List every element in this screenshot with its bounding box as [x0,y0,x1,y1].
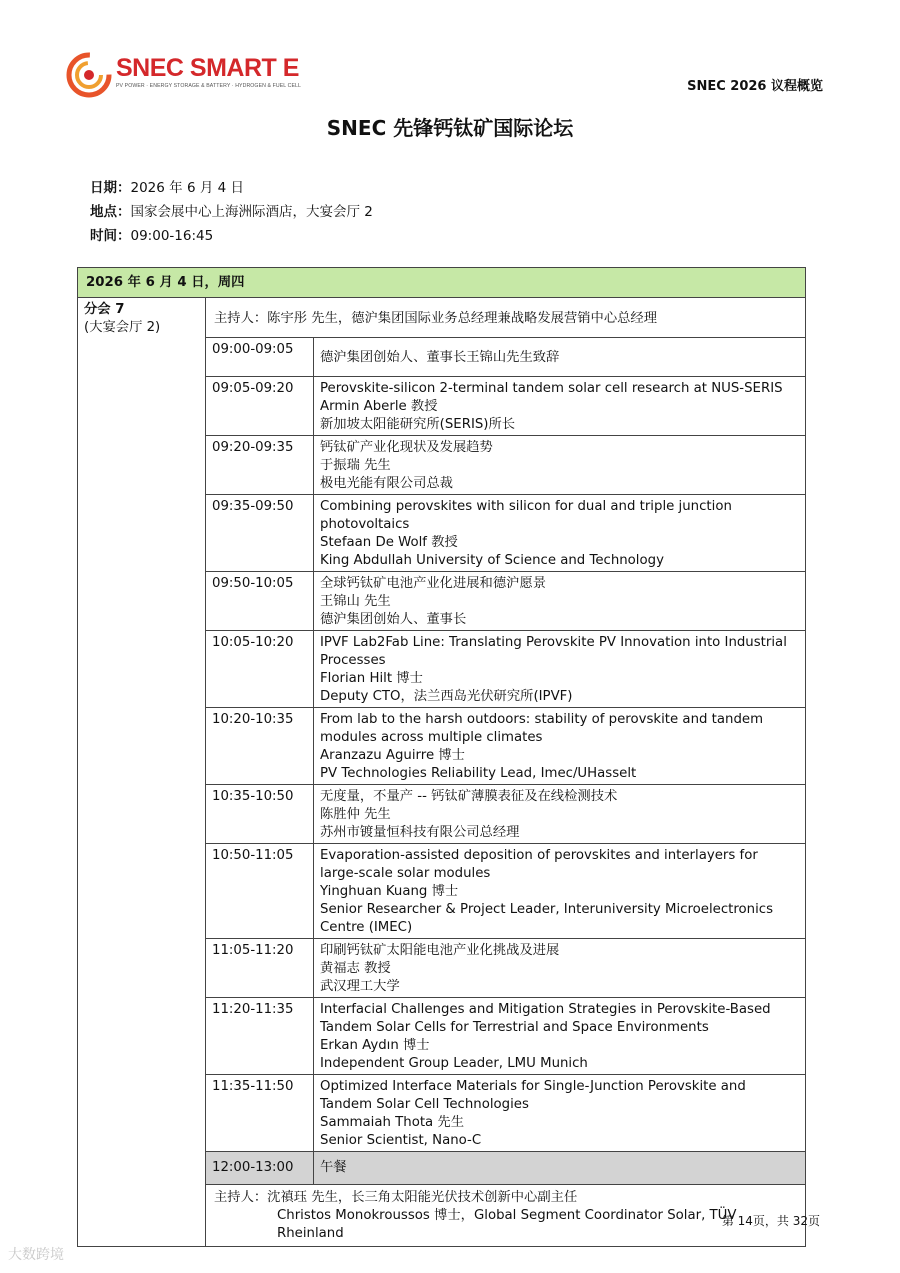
session-cell [78,298,206,1247]
slot-time: 09:50-10:05 [206,572,314,631]
slot-line: Evaporation-assisted deposition of perovskites and interlayers for large-scale solar modules [320,848,758,881]
schedule-row [206,1075,805,1152]
meta-date-label: 日期： [90,180,131,196]
slot-line: Yinghuan Kuang 博士 [320,884,459,899]
slot-time: 10:35-10:50 [206,785,314,844]
meta-time-label: 时间： [90,228,131,244]
schedule-row [206,631,805,708]
slot-line: 极电光能有限公司总裁 [320,476,453,491]
session-schedule [206,298,805,1246]
meta-time [90,224,373,248]
slot-time: 10:50-11:05 [206,844,314,939]
slot-time: 09:20-09:35 [206,436,314,495]
slot-line: 苏州市镀量恒科技有限公司总经理 [320,825,520,840]
event-meta [90,176,373,248]
slot-content [314,572,806,631]
slot-time: 11:35-11:50 [206,1075,314,1152]
slot-line: King Abdullah University of Science and Technology [320,553,664,568]
session-content [206,298,806,1247]
schedule-row [206,338,805,377]
slot-content [314,338,806,377]
logo-brand: SNEC SMART E [116,54,299,82]
lunch-row [206,1152,805,1185]
slot-line: Senior Scientist, Nano-C [320,1133,482,1148]
slot-line: Perovskite-silicon 2-terminal tandem solar cell research at NUS-SERIS [320,381,783,396]
meta-time-value: 09:00-16:45 [130,228,214,244]
lunch-time: 12:00-13:00 [206,1152,314,1185]
slot-line: Erkan Aydın 博士 [320,1038,430,1053]
schedule-row [206,436,805,495]
slot-line: Aranzazu Aguirre 博士 [320,748,465,763]
schedule-row [206,708,805,785]
host2-line: 主持人：沈禛珏 先生，长三角太阳能光伏技术创新中心副主任 [214,1190,578,1205]
slot-line: Interfacial Challenges and Mitigation Strategies in Perovskite-Based Tandem Solar Cells for Terrestrial and Space Environments [320,1002,771,1035]
slot-time: 11:05-11:20 [206,939,314,998]
page-title: SNEC 先锋钙钛矿国际论坛 [326,116,574,140]
slot-content [314,939,806,998]
meta-venue [90,200,373,224]
slot-time: 09:05-09:20 [206,377,314,436]
schedule-row [206,939,805,998]
slot-time: 10:20-10:35 [206,708,314,785]
host-text: 主持人：陈宇彤 先生，德沪集团国际业务总经理兼战略发展营销中心总经理 [206,298,805,338]
slot-content [314,436,806,495]
slot-line: 陈胜仲 先生 [320,807,391,822]
session-name: 分会 7 [84,302,125,317]
slot-line: 黄福志 教授 [320,961,391,976]
session-row [78,298,806,1247]
slot-line: PV Technologies Reliability Lead, Imec/UHasselt [320,766,637,781]
slot-time: 09:35-09:50 [206,495,314,572]
host2-cell [206,1185,805,1247]
meta-date [90,176,373,200]
slot-content [314,377,806,436]
schedule-row [206,572,805,631]
slot-line: 钙钛矿产业化现状及发展趋势 [320,440,493,455]
meta-venue-value: 国家会展中心上海洲际酒店，大宴会厅 2 [130,204,373,220]
slot-time: 09:00-09:05 [206,338,314,377]
session-room: (大宴会厅 2) [84,320,161,335]
slot-line: Sammaiah Thota 先生 [320,1115,465,1130]
schedule-row [206,785,805,844]
slot-line: 王锦山 先生 [320,594,391,609]
header-agenda-label: SNEC 2026 议程概览 [687,79,823,94]
slot-line: 无度量，不量产 -- 钙钛矿薄膜表征及在线检测技术 [320,789,618,804]
slot-line: Deputy CTO，法兰西岛光伏研究所(IPVF) [320,689,573,704]
slot-line: 于振瑞 先生 [320,458,391,473]
day-header-row [78,268,806,298]
snec-logo [66,52,306,100]
slot-line: 武汉理工大学 [320,979,400,994]
slot-line: Stefaan De Wolf 教授 [320,535,458,550]
slot-line: Independent Group Leader, LMU Munich [320,1056,588,1071]
slot-line: Optimized Interface Materials for Single-Junction Perovskite and Tandem Solar Cell Technologies [320,1079,746,1112]
logo-tagline: PV POWER · ENERGY STORAGE & BATTERY · HYDROGEN & FUEL CELL [116,83,301,89]
slot-content [314,785,806,844]
slot-line: Florian Hilt 博士 [320,671,423,686]
logo-swirl-icon [66,52,112,98]
page-number: 第 14页，共 32页 [721,1214,820,1228]
watermark-text: 大数跨境 [8,1247,64,1263]
schedule-body [206,298,805,1246]
slot-line: 德沪集团创始人、董事长王锦山先生致辞 [320,350,560,365]
slot-content [314,998,806,1075]
slot-content [314,708,806,785]
slot-time: 11:20-11:35 [206,998,314,1075]
slot-line: Senior Researcher & Project Leader, Interuniversity Microelectronics Centre (IMEC) [320,902,774,935]
day-header: 2026 年 6 月 4 日，周四 [78,268,806,298]
slot-time: 10:05-10:20 [206,631,314,708]
schedule-row [206,495,805,572]
slot-content [314,1075,806,1152]
slot-line: Armin Aberle 教授 [320,399,438,414]
slot-line: 德沪集团创始人、董事长 [320,612,467,627]
schedule-row [206,998,805,1075]
slot-content [314,844,806,939]
meta-date-value: 2026 年 6 月 4 日 [130,180,244,196]
slot-line: 全球钙钛矿电池产业化进展和德沪愿景 [320,576,547,591]
slot-content [314,631,806,708]
host2-row [206,1185,805,1247]
agenda-table [77,267,806,1247]
lunch-label: 午餐 [314,1152,806,1185]
host-row [206,298,805,338]
host2-line: Christos Monokroussos 博士，Global Segment Coordinator Solar, TÜV Rheinland [277,1208,737,1241]
slot-line: Combining perovskites with silicon for dual and triple junction photovoltaics [320,499,732,532]
slot-line: IPVF Lab2Fab Line: Translating Perovskite PV Innovation into Industrial Processes [320,635,787,668]
schedule-row [206,377,805,436]
slot-line: 印刷钙钛矿太阳能电池产业化挑战及进展 [320,943,560,958]
slot-content [314,495,806,572]
schedule-row [206,844,805,939]
slot-line: From lab to the harsh outdoors: stability of perovskite and tandem modules across multiple climates [320,712,764,745]
meta-venue-label: 地点： [90,204,131,220]
slot-line: 新加坡太阳能研究所(SERIS)所长 [320,417,516,432]
